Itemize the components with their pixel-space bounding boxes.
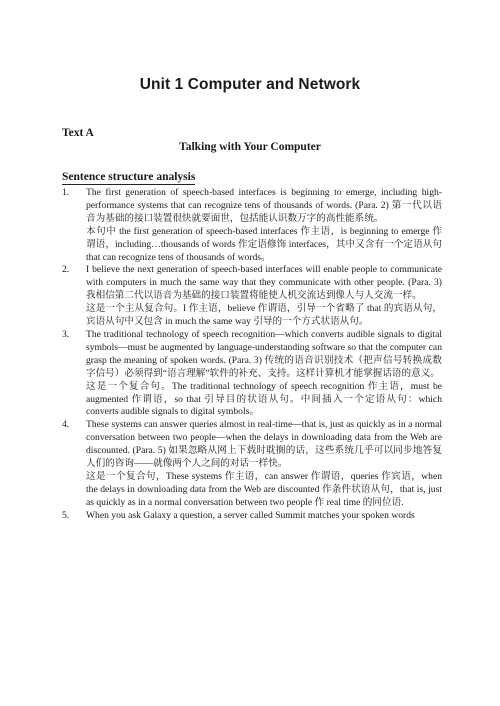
- item-sentence: When you ask Galaxy a question, a server called Summit matches your spoken words: [86, 509, 415, 521]
- list-item: [62, 187, 442, 264]
- item-sentence: The first generation of speech-based interfaces is beginning to emerge, including high-performance systems that can recognize tens of thousands of words. (Para. 2) 第一代以语音为基础的接口装置很快就要面世，包括能认识数万字的高性能系统。: [86, 187, 442, 224]
- item-note: 这是一个复合句，These systems 作主语，can answer 作谓语，queries 作宾语，when the delays in downloading data from the Web are discounted 作条件状语从句，that is, just as quickly as in a normal conversation between two people 作 real time 的同位语.: [86, 470, 442, 508]
- item-sentence: I believe the next generation of speech-based interfaces will enable people to communicate with computers in much the same way that they communicate with other people. (Para. 3) 我相信第二代以语音为基础的接口装置将能使人机交流达到像人与人交流一样。: [86, 264, 442, 302]
- text-subtitle: Talking with Your Computer: [179, 141, 321, 153]
- item-sentence: The traditional technology of speech recognition—which converts audible signals to digital symbols—must be augmented by language-understanding software so that the computer can grasp the meaning of spoken words. (Para. 3) 传统的语音识别技术（把声信号转换成数字信号）必须得到“语言理解”软件的补充、支持。这样计算机才能掌握话语的意义。: [86, 328, 442, 379]
- item-note: 这是一个主从复合句。I 作主语，believe 作谓语，引导一个省略了 that 的宾语从句，宾语从句中又包含 in much the same way 引导的一个方式状语从句。: [86, 303, 442, 328]
- list-item: [62, 264, 442, 329]
- item-number: 3.: [62, 328, 70, 340]
- unit-title: Unit 1 Computer and Network: [139, 76, 361, 93]
- item-number: 5.: [62, 509, 70, 521]
- text-label: Text A: [62, 127, 94, 139]
- analysis-list: [62, 187, 442, 523]
- item-note: 这是一个复合句。The traditional technology of speech recognition 作主语，must be augmented 作谓语，so that 引导目的状语从句。中间插入一个定语从句：which converts audible signals to digital symbols。: [86, 380, 442, 418]
- item-number: 1.: [62, 187, 70, 198]
- section-heading: Sentence structure analysis: [62, 171, 196, 183]
- list-item: [62, 419, 442, 509]
- item-note: 本句中 the first generation of speech-based interfaces 作主语，is beginning to emerge 作谓语，including…thousands of words 作定语修饰 interfaces，其中又含有一个定语从句 that can recognize tens of thousands of words。: [86, 225, 442, 263]
- list-item: [62, 329, 442, 419]
- item-number: 2.: [62, 264, 70, 276]
- item-number: 4.: [62, 419, 70, 431]
- list-item: [62, 510, 442, 523]
- item-sentence: These systems can answer queries almost in real-time—that is, just as quickly as in a normal conversation between two people—when the delays in downloading data from the Web are discounted. (Para. 5) 如果忽略从网上下载时耽搁的话，这些系统几乎可以同步地答复人们的咨询——就像两个人之间的对话一样快。: [86, 419, 442, 470]
